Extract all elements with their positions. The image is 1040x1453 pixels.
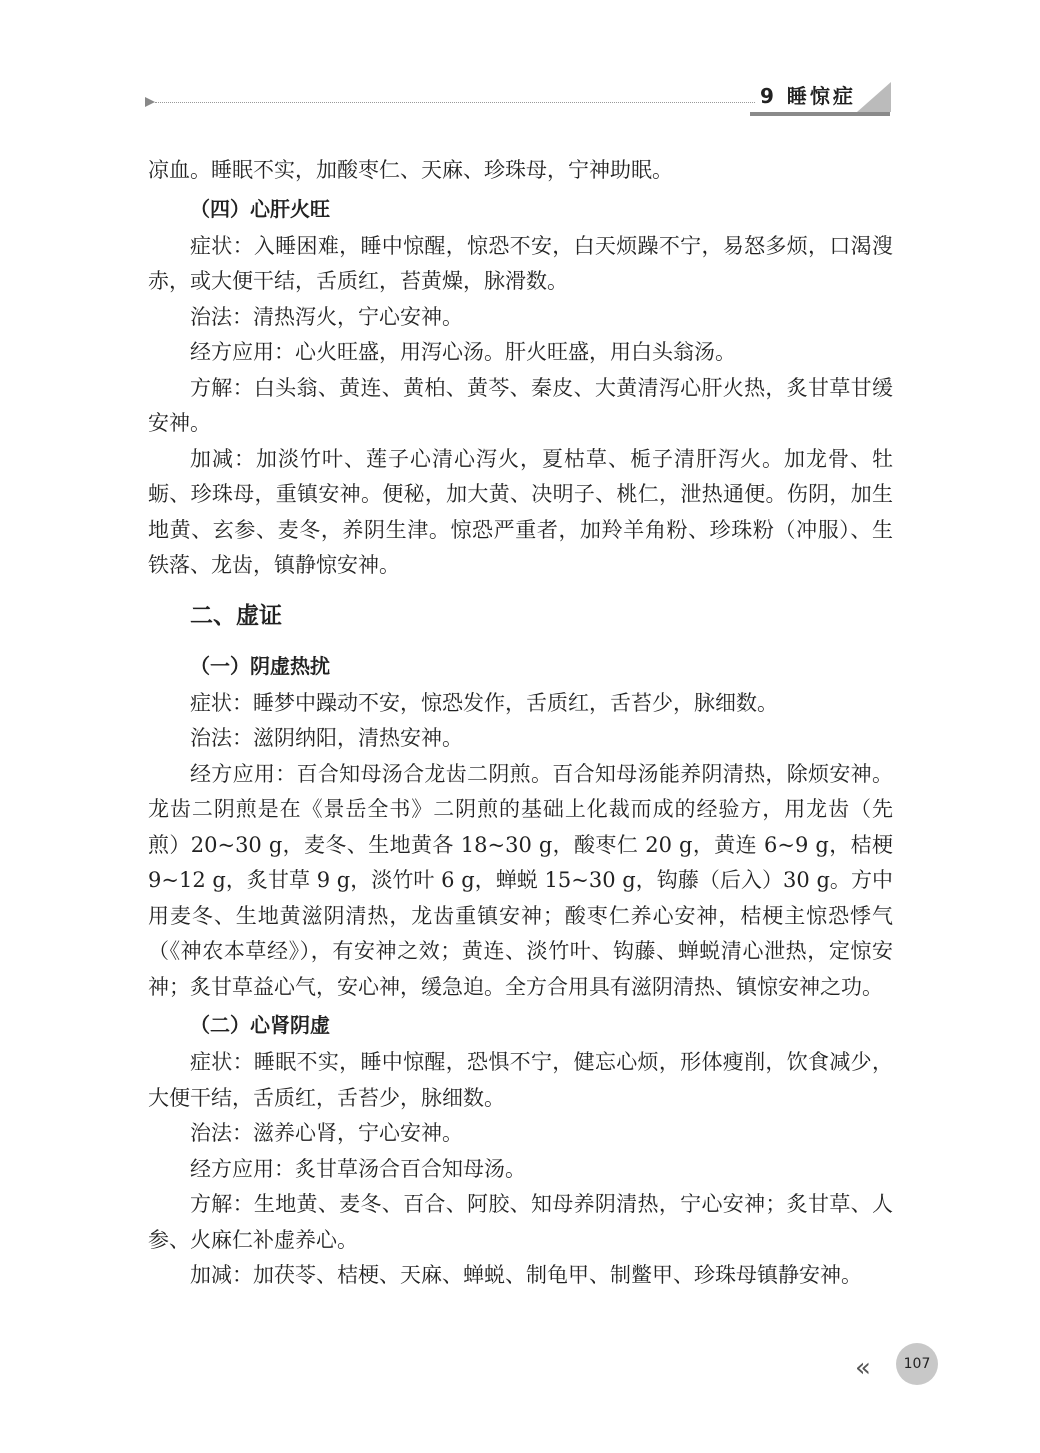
page-header [145,80,895,120]
page-body [148,153,893,1294]
paragraph: 症状：睡梦中躁动不安，惊恐发作，舌质红，舌苔少，脉细数。 [190,690,778,715]
paragraph: 症状：入睡困难，睡中惊醒，惊恐不安，白天烦躁不宁，易怒多烦，口渴溲赤，或大便干结，舌质红，苔黄燥，脉滑数。 [148,233,893,293]
paragraph: 经方应用：心火旺盛，用泻心汤。肝火旺盛，用白头翁汤。 [190,340,736,364]
section-heading: （四）心肝火旺 [190,196,330,221]
paragraph: 经方应用：百合知母汤合龙齿二阴煎。百合知母汤能养阴清热，除烦安神。龙齿二阴煎是在《景岳全书》二阴煎的基础上化裁而成的经验方，用龙齿（先煎）20~30 g，麦冬、生地黄各 18~30 g，酸枣仁 20 g，黄连 6~9 g，桔梗 9~12 g，炙甘草 9 g，淡竹叶 6 g，蝉蜕 15~30 g，钩藤（后入）30 g。方中用麦冬、生地黄滋阴清热，龙齿重镇安神；酸枣仁养心安神，桔梗主惊恐悸气（《神农本草经》），有安神之效；黄连、淡竹叶、钩藤、蝉蜕清心泄热，定惊安神；炙甘草益心气，安心神，缓急迫。全方合用具有滋阴清热、镇惊安神之功。 [148,761,893,999]
paragraph: 治法：滋阴纳阳，清热安神。 [190,726,463,750]
page-number: 107 [903,1356,931,1372]
chapter-section-heading: 二、虚证 [190,602,282,629]
section-heading: （二）心肾阴虚 [190,1013,330,1037]
paragraph: 方解：白头翁、黄连、黄柏、黄芩、秦皮、大黄清泻心肝火热，炙甘草甘缓安神。 [148,375,893,435]
double-left-arrow-icon: « [855,1353,865,1383]
paragraph: 治法：滋养心肾，宁心安神。 [190,1121,463,1145]
paragraph: 经方应用：炙甘草汤合百合知母汤。 [190,1156,526,1181]
paragraph: 加减：加茯苓、桔梗、天麻、蝉蜕、制龟甲、制鳖甲、珍珠母镇静安神。 [190,1263,862,1287]
paragraph: 治法：清热泻火，宁心安神。 [190,304,463,329]
page-number-badge [896,1343,938,1385]
paragraph: 凉血。睡眠不实，加酸枣仁、天麻、珍珠母，宁神助眠。 [148,158,673,182]
header-wedge-decoration [857,82,891,112]
paragraph: 症状：睡眠不实，睡中惊醒，恐惧不宁，健忘心烦，形体瘦削，饮食减少，大便干结，舌质红，舌苔少，脉细数。 [148,1050,893,1110]
section-heading: （一）阴虚热扰 [190,653,330,678]
header-underline-bar [750,112,890,116]
paragraph: 加减：加淡竹叶、莲子心清心泻火，夏枯草、栀子清肝泻火。加龙骨、牡蛎、珍珠母，重镇安神。便秘，加大黄、决明子、桃仁，泄热通便。伤阴，加生地黄、玄参、麦冬，养阴生津。惊恐严重者，加羚羊角粉、珍珠粉（冲服）、生铁落、龙齿，镇静惊安神。 [148,446,893,577]
chapter-title: 9 睡惊症 [760,84,856,108]
header-dotted-rule [155,102,755,103]
paragraph: 方解：生地黄、麦冬、百合、阿胶、知母养阴清热，宁心安神；炙甘草、人参、火麻仁补虚养心。 [148,1192,893,1252]
header-arrow-icon [145,97,155,107]
